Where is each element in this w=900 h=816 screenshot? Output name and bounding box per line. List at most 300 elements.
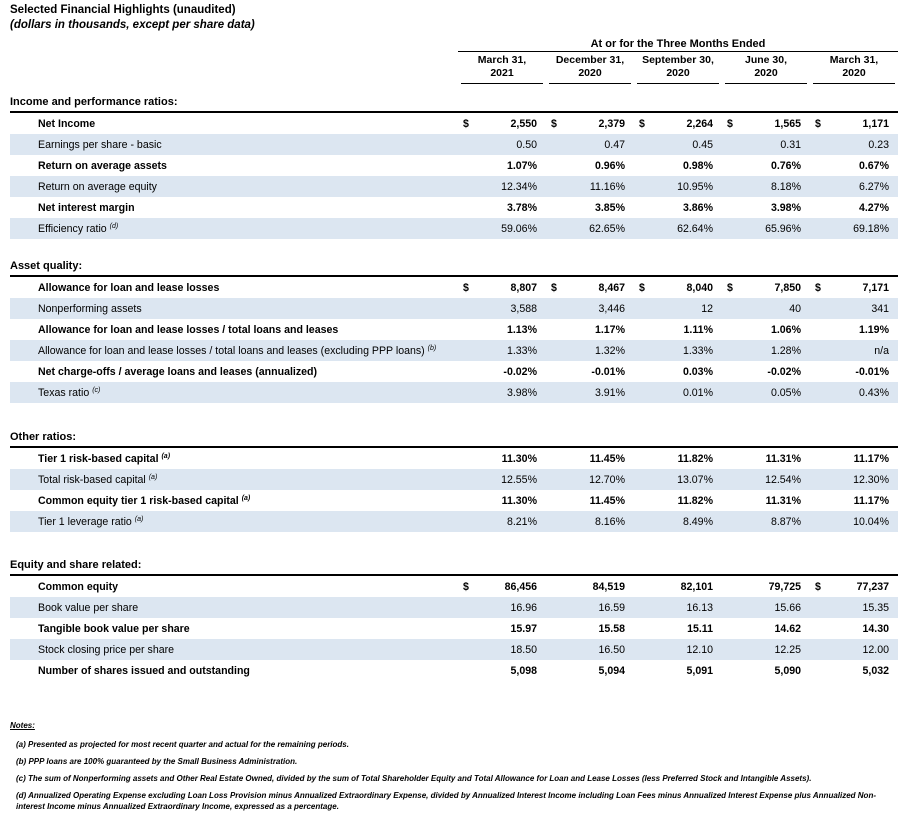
dollar-sign xyxy=(463,665,470,677)
row-label-text: Earnings per share - basic xyxy=(38,138,162,151)
value-cell xyxy=(634,345,722,357)
dollar-sign xyxy=(639,665,646,677)
row-label xyxy=(10,118,458,130)
dollar-sign xyxy=(551,160,558,172)
value-cell xyxy=(810,387,898,399)
cell-value: 79,725 xyxy=(768,580,801,593)
row-label xyxy=(10,366,458,378)
cell-value: 0.43% xyxy=(858,386,889,399)
cell-value: 15.97 xyxy=(510,622,537,635)
dollar-sign xyxy=(727,453,734,465)
dollar-sign xyxy=(551,303,558,315)
cell-value: 15.66 xyxy=(774,601,801,614)
value-cell xyxy=(810,160,898,172)
value-cell xyxy=(458,324,546,336)
value-cell xyxy=(634,602,722,614)
cell-value: 1.11% xyxy=(683,323,713,336)
table-row xyxy=(10,176,898,197)
row-label xyxy=(10,623,458,635)
value-cell xyxy=(634,160,722,172)
cell-value: 82,101 xyxy=(680,580,713,593)
table-row xyxy=(10,490,898,511)
column-year: 2021 xyxy=(490,67,514,79)
dollar-sign: $ xyxy=(551,281,557,294)
cell-value: 11.30% xyxy=(501,494,537,507)
table-row xyxy=(10,597,898,618)
dollar-sign xyxy=(463,160,470,172)
note-item-a: (a) Presented as projected for most recent quarter and actual for the remaining periods. xyxy=(16,740,349,749)
value-cell xyxy=(810,581,898,593)
note-item-b: (b) PPP loans are 100% guaranteed by the Small Business Administration. xyxy=(16,757,298,766)
table-row xyxy=(10,639,898,660)
cell-value: 1.17% xyxy=(594,323,625,336)
column-year: 2020 xyxy=(578,67,602,79)
value-cell xyxy=(722,160,810,172)
cell-value: 3.85% xyxy=(594,201,625,214)
dollar-sign xyxy=(463,602,470,614)
dollar-sign xyxy=(551,516,558,528)
cell-value: 15.11 xyxy=(687,622,713,635)
column-header xyxy=(546,52,634,84)
table-row xyxy=(10,277,898,298)
row-label xyxy=(10,202,458,214)
dollar-sign xyxy=(551,366,558,378)
cell-value: 11.30% xyxy=(501,452,537,465)
cell-value: 1.33% xyxy=(506,344,537,357)
dollar-sign xyxy=(727,366,734,378)
cell-value: 2,550 xyxy=(510,117,537,130)
cell-value: 2,264 xyxy=(686,117,713,130)
cell-value: 1,171 xyxy=(862,117,889,130)
row-label-text: Stock closing price per share xyxy=(38,643,175,656)
cell-value: 8.18% xyxy=(770,180,801,193)
value-cell xyxy=(458,181,546,193)
table-row xyxy=(10,340,898,361)
cell-value: 0.76% xyxy=(770,159,801,172)
row-label-text: Net Income xyxy=(38,117,96,130)
dollar-sign xyxy=(727,516,734,528)
cell-value: 86,456 xyxy=(504,580,537,593)
column-header xyxy=(458,52,546,84)
column-header xyxy=(810,52,898,84)
column-year: 2020 xyxy=(666,67,690,79)
value-cell xyxy=(546,181,634,193)
row-label-text: Tier 1 leverage ratio xyxy=(38,515,132,528)
table-row xyxy=(10,618,898,639)
footnote-marker: (b) xyxy=(427,344,437,352)
table-row xyxy=(10,448,898,469)
row-label-text: Net charge-offs / average loans and leases (annualized) xyxy=(38,365,318,378)
cell-value: 12.70% xyxy=(589,473,625,486)
table-row xyxy=(10,218,898,239)
value-cell xyxy=(458,387,546,399)
row-label-text: Return on average assets xyxy=(38,159,167,172)
value-cell xyxy=(810,474,898,486)
dollar-sign xyxy=(639,303,646,315)
dollar-sign xyxy=(727,644,734,656)
dollar-sign xyxy=(815,602,822,614)
row-label xyxy=(10,324,458,336)
cell-value: 3.98% xyxy=(506,386,537,399)
dollar-sign xyxy=(551,202,558,214)
cell-value: 0.05% xyxy=(770,386,801,399)
row-label xyxy=(10,581,458,593)
dollar-sign xyxy=(463,474,470,486)
row-label-text: Tangible book value per share xyxy=(38,622,190,635)
table-row xyxy=(10,361,898,382)
value-cell xyxy=(722,366,810,378)
cell-value: 5,094 xyxy=(598,664,625,677)
dollar-sign xyxy=(551,181,558,193)
row-label xyxy=(10,181,458,193)
value-cell xyxy=(458,453,546,465)
dollar-sign xyxy=(639,602,646,614)
value-cell xyxy=(810,623,898,635)
dollar-sign xyxy=(727,495,734,507)
dollar-sign xyxy=(727,665,734,677)
row-label xyxy=(10,602,458,614)
value-cell xyxy=(722,387,810,399)
value-cell xyxy=(458,345,546,357)
dollar-sign xyxy=(727,223,734,235)
period-header: At or for the Three Months Ended xyxy=(458,38,898,52)
row-label xyxy=(10,387,458,399)
cell-value: 1.28% xyxy=(770,344,801,357)
cell-value: 4.27% xyxy=(858,201,889,214)
value-cell xyxy=(546,324,634,336)
value-cell xyxy=(634,282,722,294)
dollar-sign xyxy=(639,181,646,193)
dollar-sign xyxy=(639,139,646,151)
cell-value: 7,171 xyxy=(862,281,889,294)
cell-value: 11.45% xyxy=(589,452,625,465)
row-label-text: Book value per share xyxy=(38,601,139,614)
dollar-sign xyxy=(551,223,558,235)
value-cell xyxy=(810,282,898,294)
dollar-sign xyxy=(639,453,646,465)
table-row xyxy=(10,155,898,176)
table-row xyxy=(10,134,898,155)
dollar-sign xyxy=(815,202,822,214)
table-row xyxy=(10,197,898,218)
cell-value: 11.17% xyxy=(853,452,889,465)
cell-value: 3,446 xyxy=(598,302,625,315)
value-cell xyxy=(722,623,810,635)
dollar-sign xyxy=(551,387,558,399)
dollar-sign: $ xyxy=(639,281,645,294)
cell-value: 1.13% xyxy=(506,323,537,336)
value-cell xyxy=(722,581,810,593)
column-date: December 31, xyxy=(555,54,625,66)
cell-value: 0.01% xyxy=(682,386,713,399)
row-label xyxy=(10,474,458,486)
value-cell xyxy=(546,665,634,677)
value-cell xyxy=(458,303,546,315)
dollar-sign xyxy=(551,644,558,656)
cell-value: 3.86% xyxy=(682,201,713,214)
footnote-marker: (a) xyxy=(148,473,158,481)
document xyxy=(10,0,898,812)
value-cell xyxy=(634,181,722,193)
dollar-sign xyxy=(639,366,646,378)
dollar-sign xyxy=(639,516,646,528)
cell-value: 11.31% xyxy=(765,452,801,465)
cell-value: 69.18% xyxy=(853,222,889,235)
row-label xyxy=(10,453,458,465)
dollar-sign xyxy=(551,495,558,507)
cell-value: 0.31 xyxy=(780,138,801,151)
dollar-sign xyxy=(727,202,734,214)
dollar-sign: $ xyxy=(815,117,821,130)
dollar-sign xyxy=(727,324,734,336)
column-date: June 30, xyxy=(744,54,788,66)
value-cell xyxy=(722,644,810,656)
cell-value: 5,090 xyxy=(774,664,801,677)
table-row xyxy=(10,511,898,532)
footnote-marker: (a) xyxy=(161,452,171,460)
dollar-sign xyxy=(815,181,822,193)
cell-value: 8,807 xyxy=(510,281,537,294)
row-label xyxy=(10,139,458,151)
row-label xyxy=(10,160,458,172)
row-label-text: Allowance for loan and lease losses / total loans and leases (excluding PPP loans) xyxy=(38,344,425,357)
cell-value: 10.04% xyxy=(853,515,889,528)
dollar-sign xyxy=(639,160,646,172)
row-label-text: Total risk-based capital xyxy=(38,473,146,486)
cell-value: 1.33% xyxy=(682,344,713,357)
cell-value: 1.19% xyxy=(858,323,889,336)
cell-value: 12.55% xyxy=(501,473,537,486)
row-label-text: Texas ratio xyxy=(38,386,90,399)
value-cell xyxy=(810,223,898,235)
dollar-sign: $ xyxy=(551,117,557,130)
cell-value: 7,850 xyxy=(774,281,801,294)
dollar-sign xyxy=(727,581,734,593)
row-label-text: Return on average equity xyxy=(38,180,157,193)
value-cell xyxy=(546,453,634,465)
table-section xyxy=(10,558,898,681)
dollar-sign xyxy=(815,366,822,378)
value-cell xyxy=(458,474,546,486)
dollar-sign xyxy=(727,345,734,357)
dollar-sign xyxy=(463,516,470,528)
value-cell xyxy=(810,345,898,357)
dollar-sign xyxy=(815,644,822,656)
dollar-sign xyxy=(551,665,558,677)
cell-value: 5,091 xyxy=(686,664,713,677)
value-cell xyxy=(810,516,898,528)
table-body xyxy=(10,95,898,681)
value-cell xyxy=(546,282,634,294)
dollar-sign xyxy=(815,516,822,528)
cell-value: 11.82% xyxy=(677,494,713,507)
cell-value: 8,040 xyxy=(686,281,713,294)
row-label-text: Tier 1 risk-based capital xyxy=(38,452,159,465)
dollar-sign xyxy=(463,181,470,193)
cell-value: 12.30% xyxy=(853,473,889,486)
value-cell xyxy=(458,366,546,378)
dollar-sign xyxy=(727,139,734,151)
value-cell xyxy=(722,118,810,130)
cell-value: 12.54% xyxy=(765,473,801,486)
dollar-sign xyxy=(551,623,558,635)
value-cell xyxy=(722,474,810,486)
row-label xyxy=(10,223,458,235)
row-label xyxy=(10,644,458,656)
cell-value: 8.87% xyxy=(770,515,801,528)
value-cell xyxy=(546,644,634,656)
value-cell xyxy=(810,665,898,677)
value-cell xyxy=(634,303,722,315)
cell-value: 341 xyxy=(871,302,889,315)
dollar-sign xyxy=(463,644,470,656)
value-cell xyxy=(458,139,546,151)
value-cell xyxy=(634,387,722,399)
row-label-text: Number of shares issued and outstanding xyxy=(38,664,250,677)
dollar-sign xyxy=(815,303,822,315)
row-label xyxy=(10,282,458,294)
notes-section xyxy=(10,721,898,812)
dollar-sign xyxy=(463,139,470,151)
value-cell xyxy=(634,665,722,677)
cell-value: 16.59 xyxy=(598,601,625,614)
cell-value: 1.07% xyxy=(506,159,537,172)
dollar-sign xyxy=(815,160,822,172)
dollar-sign: $ xyxy=(727,117,733,130)
cell-value: 13.07% xyxy=(677,473,713,486)
value-cell xyxy=(458,665,546,677)
row-label-text: Net interest margin xyxy=(38,201,135,214)
value-cell xyxy=(810,303,898,315)
dollar-sign xyxy=(815,665,822,677)
value-cell xyxy=(722,324,810,336)
cell-value: 12 xyxy=(701,302,713,315)
value-cell xyxy=(546,516,634,528)
footnote-marker: (a) xyxy=(241,494,251,502)
table-row xyxy=(10,660,898,681)
cell-value: 11.45% xyxy=(589,494,625,507)
value-cell xyxy=(458,623,546,635)
value-cell xyxy=(458,495,546,507)
note-item-d: (d) Annualized Operating Expense excluding Loan Loss Provision minus Annualized Extraordinary Expense, divided by Annualized Interest Income including Loan Fees minus Annualized Interest Expense plus Annualized Non-interest Income minus Annualized Extraordinary Income, expressed as a percentage. xyxy=(16,791,876,811)
cell-value: 12.25 xyxy=(774,643,801,656)
dollar-sign xyxy=(463,345,470,357)
cell-value: 0.96% xyxy=(594,159,625,172)
value-cell xyxy=(546,581,634,593)
dollar-sign xyxy=(551,324,558,336)
cell-value: 14.62 xyxy=(774,622,801,635)
value-cell xyxy=(546,303,634,315)
value-cell xyxy=(810,324,898,336)
table-section xyxy=(10,430,898,532)
cell-value: 62.64% xyxy=(677,222,713,235)
row-label-text: Efficiency ratio xyxy=(38,222,107,235)
dollar-sign xyxy=(815,324,822,336)
cell-value: 5,032 xyxy=(862,664,889,677)
cell-value: 77,237 xyxy=(856,580,889,593)
dollar-sign xyxy=(551,474,558,486)
dollar-sign xyxy=(639,495,646,507)
cell-value: 3.98% xyxy=(770,201,801,214)
value-cell xyxy=(634,118,722,130)
column-header xyxy=(634,52,722,84)
dollar-sign xyxy=(727,160,734,172)
value-cell xyxy=(458,160,546,172)
row-label xyxy=(10,665,458,677)
footnote-marker: (a) xyxy=(134,515,144,523)
dollar-sign: $ xyxy=(463,580,469,593)
table-row xyxy=(10,382,898,403)
dollar-sign xyxy=(463,324,470,336)
cell-value: 11.82% xyxy=(677,452,713,465)
dollar-sign xyxy=(639,223,646,235)
value-cell xyxy=(722,139,810,151)
value-cell xyxy=(458,223,546,235)
dollar-sign xyxy=(639,623,646,635)
value-cell xyxy=(458,202,546,214)
dollar-sign xyxy=(639,474,646,486)
row-label-text: Nonperforming assets xyxy=(38,302,142,315)
table-column-headers xyxy=(458,38,898,84)
dollar-sign xyxy=(463,453,470,465)
row-label-text: Allowance for loan and lease losses xyxy=(38,281,220,294)
value-cell xyxy=(458,602,546,614)
dollar-sign xyxy=(727,387,734,399)
dollar-sign xyxy=(815,223,822,235)
cell-value: 14.30 xyxy=(862,622,889,635)
page-title: Selected Financial Highlights (unaudited) xyxy=(10,4,236,16)
value-cell xyxy=(546,495,634,507)
value-cell xyxy=(722,303,810,315)
value-cell xyxy=(458,118,546,130)
cell-value: 1.32% xyxy=(594,344,625,357)
cell-value: 15.58 xyxy=(598,622,625,635)
cell-value: 16.13 xyxy=(686,601,713,614)
cell-value: 8.49% xyxy=(682,515,713,528)
dollar-sign xyxy=(551,602,558,614)
table-section xyxy=(10,259,898,403)
dollar-sign xyxy=(727,602,734,614)
dollar-sign xyxy=(463,623,470,635)
dollar-sign xyxy=(815,623,822,635)
cell-value: 0.03% xyxy=(682,365,713,378)
column-date: March 31, xyxy=(829,54,879,66)
dollar-sign xyxy=(815,453,822,465)
cell-value: 8.16% xyxy=(594,515,625,528)
row-label-text: Allowance for loan and lease losses / total loans and leases xyxy=(38,323,339,336)
section-header: Income and performance ratios: xyxy=(10,95,898,113)
table-row xyxy=(10,113,898,134)
value-cell xyxy=(546,223,634,235)
column-date: September 30, xyxy=(642,54,714,66)
dollar-sign xyxy=(727,474,734,486)
table-section xyxy=(10,95,898,239)
row-label xyxy=(10,516,458,528)
value-cell xyxy=(546,623,634,635)
cell-value: 11.31% xyxy=(765,494,801,507)
row-label-text: Common equity xyxy=(38,580,119,593)
note-item-c: (c) The sum of Nonperforming assets and Other Real Estate Owned, divided by the sum of Total Shareholder Equity and Total Allowance for Loan and Lease Losses (less Preferred Stock and Intangible Assets). xyxy=(16,774,812,783)
dollar-sign xyxy=(727,623,734,635)
cell-value: 0.98% xyxy=(682,159,713,172)
value-cell xyxy=(634,453,722,465)
cell-value: 0.45 xyxy=(692,138,713,151)
dollar-sign xyxy=(551,345,558,357)
value-cell xyxy=(722,453,810,465)
cell-value: 11.17% xyxy=(853,494,889,507)
dollar-sign xyxy=(463,366,470,378)
dollar-sign xyxy=(463,223,470,235)
